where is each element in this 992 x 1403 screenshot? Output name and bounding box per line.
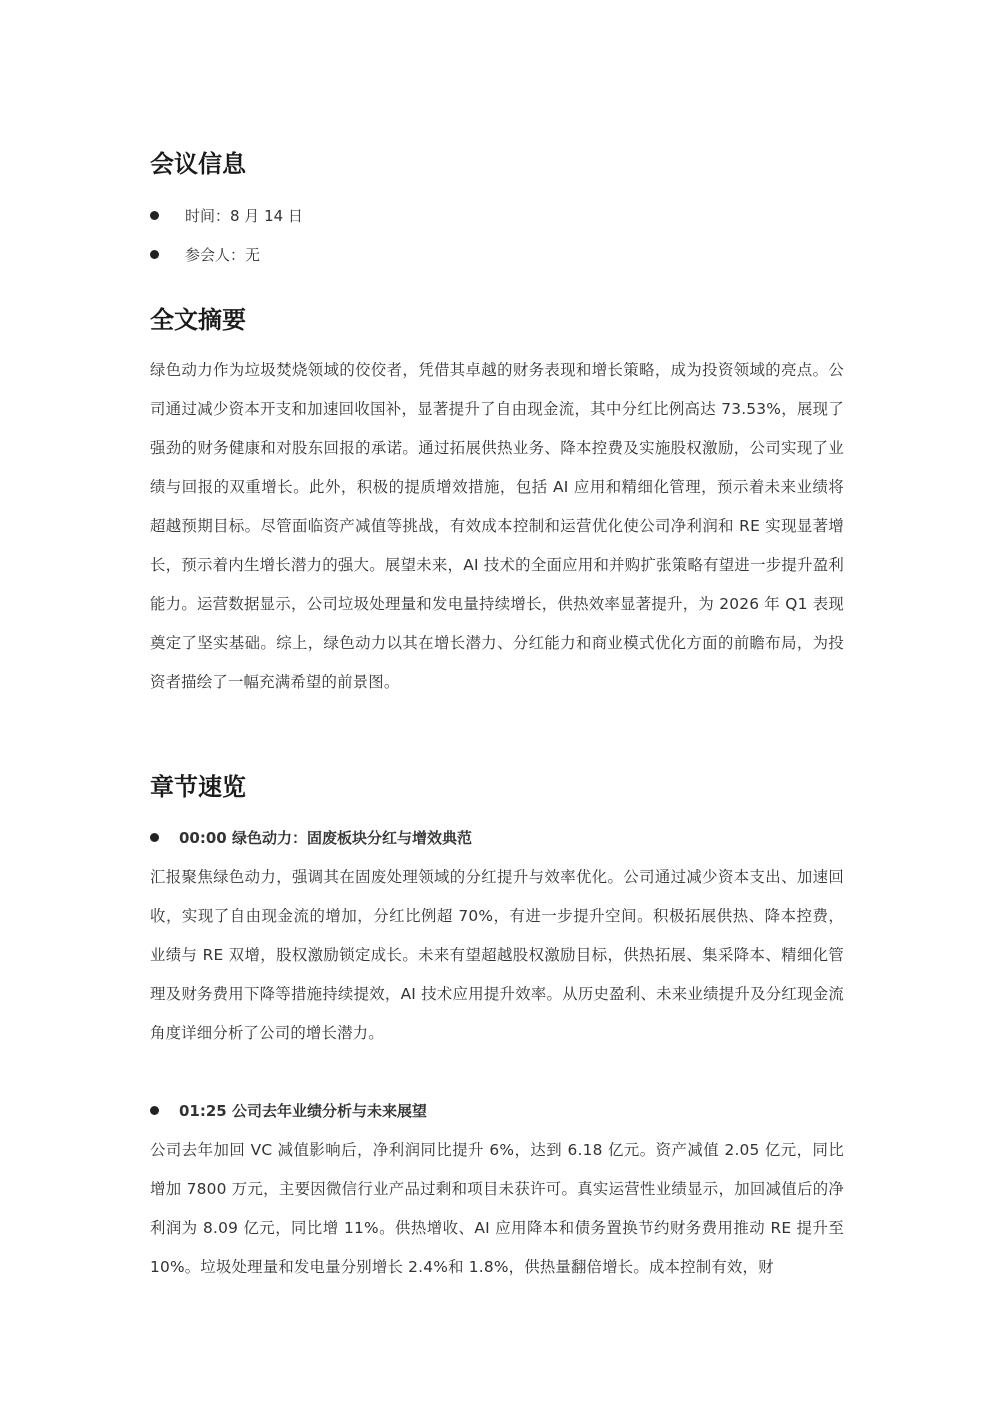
chapter-heading-text: 00:00 绿色动力：固废板块分红与增效典范 [179, 828, 472, 847]
meeting-participants-item [150, 242, 260, 266]
bullet-icon [150, 833, 159, 842]
summary-heading: 全文摘要 [150, 306, 246, 334]
bullet-icon [150, 211, 159, 220]
chapter-paragraph-1: 汇报聚焦绿色动力，强调其在固废处理领域的分红提升与效率优化。公司通过减少资本支出、加速回收，实现了自由现金流的增加，分红比例超 70%，有进一步提升空间。积极拓展供热、降本控费，业绩与 RE 双增，股权激励锁定成长。未来有望超越股权激励目标，供热拓展、集采降本、精细化管理及财务费用下降等措施持续提效，AI 技术应用提升效率。从历史盈利、未来业绩提升及分红现金流角度详细分析了公司的增长潜力。 [150, 868, 844, 1042]
chapter-heading-2 [150, 1098, 427, 1122]
chapter-heading-1 [150, 825, 472, 849]
meeting-time-text: 时间：8 月 14 日 [185, 206, 303, 225]
summary-paragraph: 绿色动力作为垃圾焚烧领域的佼佼者，凭借其卓越的财务表现和增长策略，成为投资领域的亮点。公司通过减少资本开支和加速回收国补，显著提升了自由现金流，其中分红比例高达 73.53%，展现了强劲的财务健康和对股东回报的承诺。通过拓展供热业务、降本控费及实施股权激励，公司实现了业绩与回报的双重增长。此外，积极的提质增效措施，包括 AI 应用和精细化管理，预示着未来业绩将超越预期目标。尽管面临资产减值等挑战，有效成本控制和运营优化使公司净利润和 RE 实现显著增长，预示着内生增长潜力的强大。展望未来，AI 技术的全面应用和并购扩张策略有望进一步提升盈利能力。运营数据显示，公司垃圾处理量和发电量持续增长，供热效率显著提升，为 2026 年 Q1 表现奠定了坚实基础。综上，绿色动力以其在增长潜力、分红能力和商业模式优化方面的前瞻布局，为投资者描绘了一幅充满希望的前景图。 [150, 361, 844, 691]
chapter-heading-text: 01:25 公司去年业绩分析与未来展望 [179, 1101, 427, 1120]
meeting-info-heading: 会议信息 [150, 150, 246, 178]
meeting-time-item [150, 203, 303, 227]
chapters-heading: 章节速览 [150, 773, 246, 801]
bullet-icon [150, 1106, 159, 1115]
meeting-participants-text: 参会人：无 [185, 245, 261, 264]
chapter-paragraph-2: 公司去年加回 VC 减值影响后，净利润同比提升 6%，达到 6.18 亿元。资产减值 2.05 亿元，同比增加 7800 万元，主要因微信行业产品过剩和项目未获许可。真实运营性业绩显示，加回减值后的净利润为 8.09 亿元，同比增 11%。供热增收、AI 应用降本和债务置换节约财务费用推动 RE 提升至 10%。垃圾处理量和发电量分别增长 2.4%和 1.8%，供热量翻倍增长。成本控制有效，财 [150, 1141, 844, 1276]
bullet-icon [150, 250, 159, 259]
